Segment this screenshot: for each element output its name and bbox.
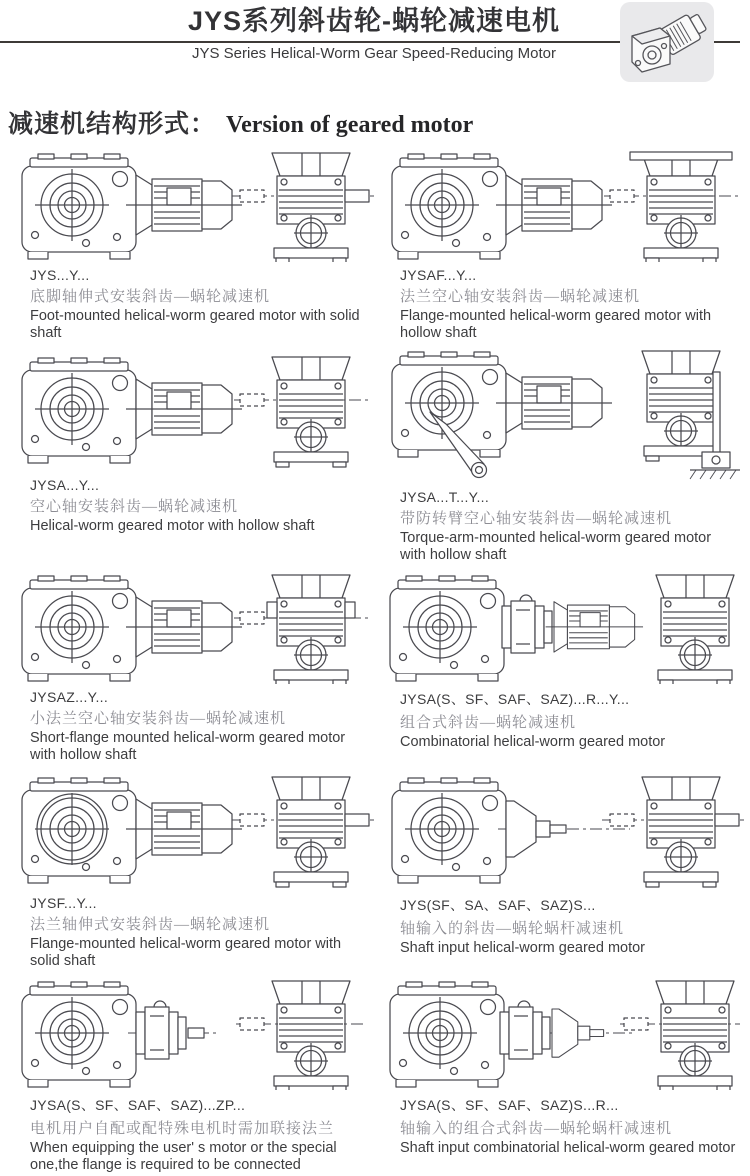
connect-flange-gear-unit-drawing <box>14 978 374 1090</box>
version-cell-foot-solid-shaft <box>6 144 376 344</box>
model-code: JYS...Y... <box>30 267 90 283</box>
description-en: Shaft input helical-worm geared motor <box>400 939 646 956</box>
model-code: JYSAZ...Y... <box>30 688 109 705</box>
version-cell-connect-flange <box>6 972 376 1176</box>
drawing-area <box>14 150 376 262</box>
drawing-area <box>14 978 376 1090</box>
description-en: Foot-mounted helical-worm geared motor with solid shaft <box>30 308 360 341</box>
torque-arm-gearmotor-drawing <box>384 350 744 484</box>
model-code: JYSA(S、SF、SAF、SAZ)S...R... <box>400 1096 619 1113</box>
drawing-area <box>384 772 746 890</box>
version-cell-shaft-input <box>376 766 746 972</box>
version-cell-flange-hollow-shaft <box>376 144 746 344</box>
description-en: Shaft input combinatorial helical-worm geared motor <box>400 1139 736 1156</box>
model-code: JYSA...Y... <box>30 476 100 493</box>
drawing-area <box>14 772 376 890</box>
version-cell-combinatorial <box>376 566 746 766</box>
description-en: Combinatorial helical-worm geared motor <box>400 733 666 750</box>
product-badge <box>620 2 714 82</box>
version-cell-torque-arm <box>376 344 746 566</box>
description-zh: 法兰轴伸式安装斜齿—蜗轮减速机 <box>30 916 271 933</box>
description-zh: 法兰空心轴安装斜齿—蜗轮减速机 <box>400 289 641 305</box>
hollow-shaft-gearmotor-drawing <box>14 350 374 472</box>
drawing-area <box>384 572 746 684</box>
header-text <box>128 7 620 62</box>
version-cell-hollow-shaft <box>6 344 376 566</box>
version-cell-shaft-input-combinatorial <box>376 972 746 1176</box>
description-en: Torque-arm-mounted helical-worm geared motor with hollow shaft <box>400 529 712 563</box>
versions-grid <box>0 144 750 1176</box>
description-en: Helical-worm geared motor with hollow shaft <box>30 517 315 534</box>
model-code: JYSF...Y... <box>30 894 97 911</box>
model-code: JYSA...T...Y... <box>400 488 490 505</box>
description-zh: 带防转臂空心轴安装斜齿—蜗轮减速机 <box>400 510 673 527</box>
description-zh: 底脚轴伸式安装斜齿—蜗轮减速机 <box>30 289 271 305</box>
drawing-area <box>384 350 746 484</box>
description-zh: 空心轴安装斜齿—蜗轮减速机 <box>30 498 239 515</box>
foot-mounted-gearmotor-drawing <box>14 150 374 262</box>
model-code: JYS(SF、SA、SAF、SAZ)S... <box>400 896 596 913</box>
drawing-area <box>384 150 746 262</box>
page-subtitle: JYS Series Helical-Worm Gear Speed-Reducing Motor <box>191 44 557 62</box>
section-title <box>8 104 750 140</box>
shaft-input-combinatorial-drawing <box>384 978 744 1090</box>
version-cell-short-flange <box>6 566 376 766</box>
short-flange-gearmotor-drawing <box>14 572 374 684</box>
drawing-area <box>14 350 376 472</box>
description-zh: 轴输入的组合式斜齿—蜗轮蜗杆减速机 <box>400 1120 673 1137</box>
model-code: JYSAF...Y... <box>400 267 477 283</box>
version-cell-flange-solid-shaft <box>6 766 376 972</box>
page-header <box>0 0 750 88</box>
drawing-area <box>14 572 376 684</box>
description-en: Flange-mounted helical-worm geared motor with solid shaft <box>30 935 342 969</box>
model-code: JYSA(S、SF、SAF、SAZ)...R...Y... <box>400 690 630 707</box>
description-zh: 小法兰空心轴安装斜齿—蜗轮减速机 <box>30 710 287 727</box>
page-title: JYS系列斜齿轮-蜗轮减速电机 <box>187 6 561 36</box>
combinatorial-gearmotor-drawing <box>384 572 744 684</box>
shaft-input-gear-unit-drawing <box>384 772 744 890</box>
model-code: JYSA(S、SF、SAF、SAZ)...ZP... <box>30 1096 246 1113</box>
description-zh: 电机用户自配或配特殊电机时需加联接法兰 <box>30 1120 335 1137</box>
description-en: Flange-mounted helical-worm geared motor with hollow shaft <box>400 308 712 341</box>
description-zh: 轴输入的斜齿—蜗轮蜗杆减速机 <box>400 920 625 937</box>
description-en: Short-flange mounted helical-worm geared motor with hollow shaft <box>30 729 346 763</box>
drawing-area <box>384 978 746 1090</box>
product-isometric-icon <box>620 2 714 82</box>
flange-solid-shaft-gearmotor-drawing <box>14 772 374 890</box>
description-zh: 组合式斜齿—蜗轮减速机 <box>400 714 577 731</box>
section-title-en: Version of geared motor <box>226 112 474 138</box>
section-title-zh: 减速机结构形式： <box>8 110 217 138</box>
flange-mounted-gearmotor-drawing <box>384 150 744 262</box>
description-en: When equipping the user' s motor or the special one,the flange is required to be connected <box>30 1139 337 1173</box>
